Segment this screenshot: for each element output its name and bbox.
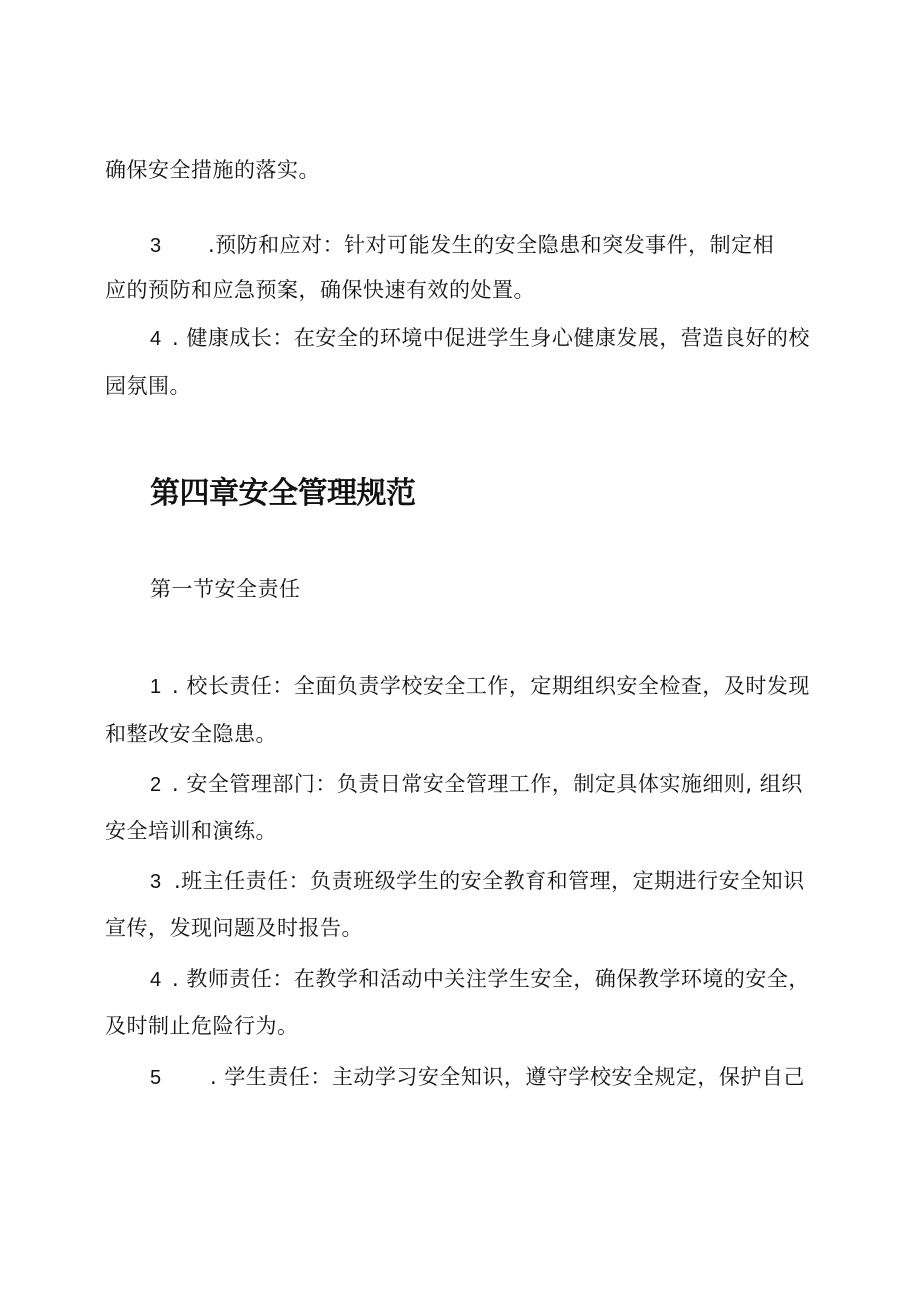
item-number: 1 xyxy=(150,676,162,698)
list-item-5-line1 xyxy=(150,1063,805,1092)
prev-list-item-3-line2: 应的预防和应急预案，确保快速有效的处置。 xyxy=(105,278,535,302)
item-number: 5 xyxy=(150,1067,162,1089)
item-number: 4 xyxy=(150,969,162,991)
item-text: . 教师责任：在教学和活动中关注学生安全，确保教学环境的安全， xyxy=(172,967,810,991)
prev-list-item-4-line1 xyxy=(150,324,810,353)
prev-list-item-4-line2: 园氛围。 xyxy=(105,374,191,398)
item-number: 4 xyxy=(150,328,162,350)
list-item-2-line2: 安全培训和演练。 xyxy=(105,819,277,843)
list-item-1-line1 xyxy=(150,672,810,701)
list-item-3-line1 xyxy=(150,867,805,896)
list-item-1-line2: 和整改安全隐患。 xyxy=(105,722,277,746)
list-item-3-line2: 宣传，发现问题及时报告。 xyxy=(105,916,363,940)
item-text: . 健康成长：在安全的环境中促进学生身心健康发展，营造良好的校 xyxy=(172,326,810,350)
item-number: 3 xyxy=(150,871,162,893)
chapter-title: 第四章安全管理规范 xyxy=(150,476,416,511)
list-item-4-line1 xyxy=(150,965,810,994)
item-text: .班主任责任：负责班级学生的安全教育和管理，定期进行安全知识 xyxy=(174,869,805,893)
item-number: 2 xyxy=(150,774,162,796)
list-item-2-line1 xyxy=(150,770,803,799)
prev-list-item-3-line1 xyxy=(150,231,774,260)
continuation-text: 确保安全措施的落实。 xyxy=(105,158,320,182)
list-item-4-line2: 及时制止危险行为。 xyxy=(105,1014,299,1038)
section-title: 第一节安全责任 xyxy=(150,577,301,601)
item-text: . 学生责任：主动学习安全知识，遵守学校安全规定，保护自己 xyxy=(210,1065,805,1089)
item-text: .预防和应对：针对可能发生的安全隐患和突发事件，制定相 xyxy=(208,233,775,257)
item-text: . 安全管理部门：负责日常安全管理工作，制定具体实施细则, 组织 xyxy=(172,772,803,796)
item-number: 3 xyxy=(150,235,162,257)
item-text: . 校长责任：全面负责学校安全工作，定期组织安全检查，及时发现 xyxy=(172,674,810,698)
